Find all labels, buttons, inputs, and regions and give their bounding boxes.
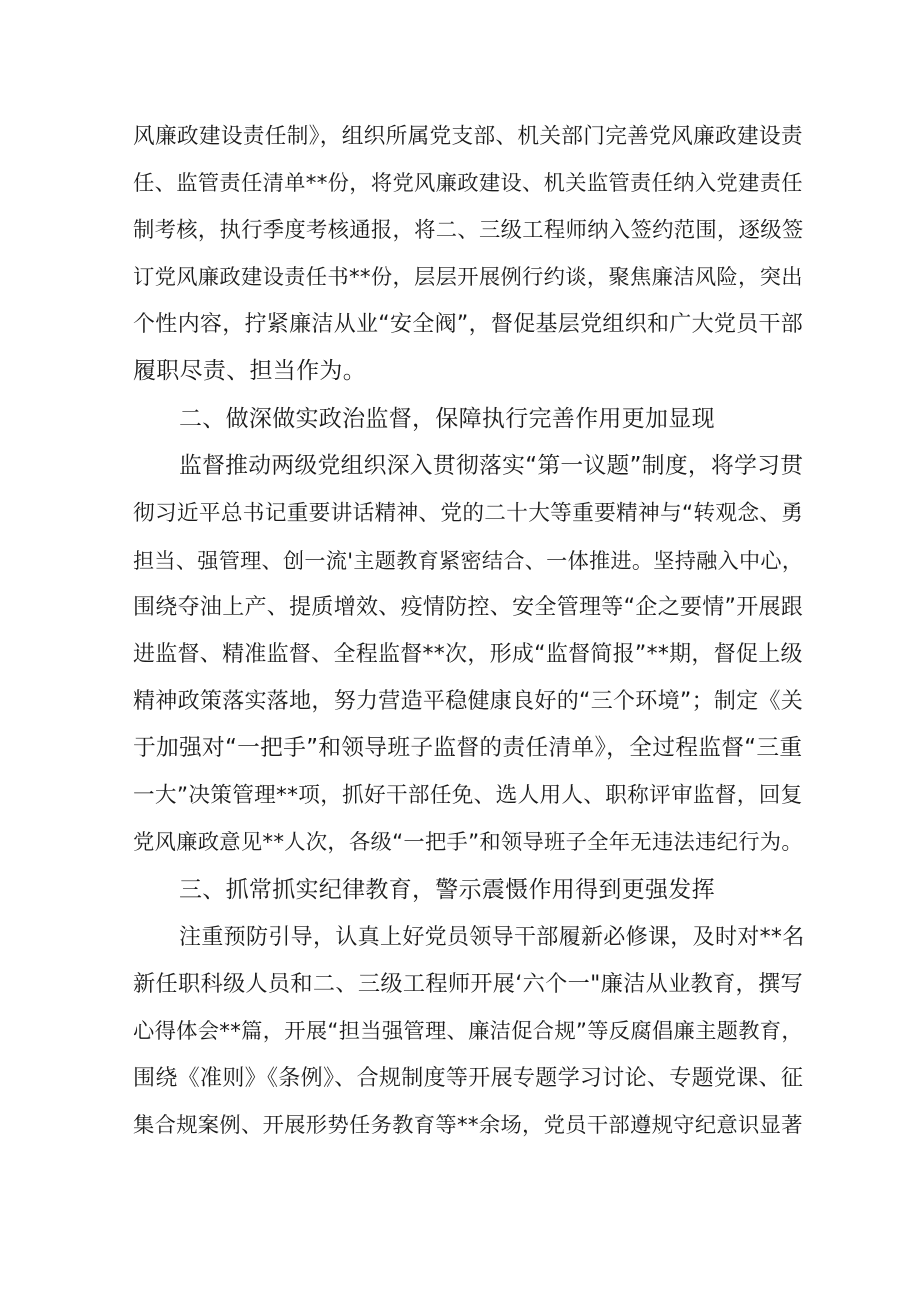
paragraph-1-line-4: 订党风廉政建设责任书**份，层层开展例行约谈，聚焦廉洁风险，突出: [133, 265, 803, 291]
paragraph-3-line-5: 集合规案例、开展形势任务教育等**余场，党员干部遵规守纪意识显著: [133, 1112, 803, 1138]
section-heading-3: 三、抓常抓实纪律教育，警示震慑作用得到更强发挥: [179, 876, 715, 903]
paragraph-2-line-9: 党风廉政意见**人次，各级“一把手”和领导班子全年无违法违纪行为。: [133, 830, 803, 856]
paragraph-2-line-7: 于加强对“一把手”和领导班子监督的责任清单》，全过程监督“三重: [133, 735, 803, 762]
paragraph-3-line-3: 心得体会**篇，开展“担当强管理、廉洁促合规”等反腐倡廉主题教育，: [133, 1018, 803, 1044]
paragraph-3-line-4: 围绕《准则》《条例》、合规制度等开展专题学习讨论、专题党课、征: [133, 1065, 804, 1091]
paragraph-1-line-1: 风廉政建设责任制》，组织所属党支部、机关部门完善党风廉政建设责: [133, 124, 803, 149]
paragraph-2-line-1: 监督推动两级党组织深入贯彻落实“第一议题”制度，将学习贯: [179, 452, 804, 479]
section-heading-2: 二、做深做实政治监督，保障执行完善作用更加显现: [179, 405, 715, 432]
paragraph-1-line-5: 个性内容，拧紧廉洁从业“安全阀”，督促基层党组织和广大党员干部: [133, 312, 804, 338]
paragraph-2-line-5: 进监督、精准监督、全程监督**次，形成“监督简报”**期，督促上级: [133, 642, 803, 668]
paragraph-1-line-2: 任、监管责任清单**份，将党风廉政建设、机关监管责任纳入党建责任: [133, 171, 803, 197]
paragraph-2-line-3: 担当、强管理、创一流'主题教育紧密结合、一体推进。坚持融入中心，: [133, 547, 804, 573]
paragraph-1-line-6: 履职尽责、担当作为。: [133, 358, 366, 385]
paragraph-3-line-1: 注重预防引导，认真上好党员领导干部履新必修课，及时对**名: [179, 924, 805, 950]
paragraph-3-line-2: 新任职科级人员和二、三级工程师开展‘六个一"廉洁从业教育，撰写: [133, 970, 803, 997]
paragraph-2-line-2: 彻习近平总书记重要讲话精神、党的二十大等重要精神与“转观念、勇: [133, 500, 804, 526]
paragraph-2-line-4: 围绕夺油上产、提质增效、疫情防控、安全管理等“企之要情”开展跟: [133, 594, 804, 620]
paragraph-2-line-6: 精神政策落实落地，努力营造平稳健康良好的“三个环境”；制定《关: [133, 689, 804, 715]
paragraph-2-line-8: 一大”决策管理**项，抓好干部任免、选人用人、职称评审监督，回复: [133, 783, 803, 809]
paragraph-1-line-3: 制考核，执行季度考核通报，将二、三级工程师纳入签约范围，逐级签: [133, 218, 804, 244]
document-body: [133, 113, 803, 1149]
